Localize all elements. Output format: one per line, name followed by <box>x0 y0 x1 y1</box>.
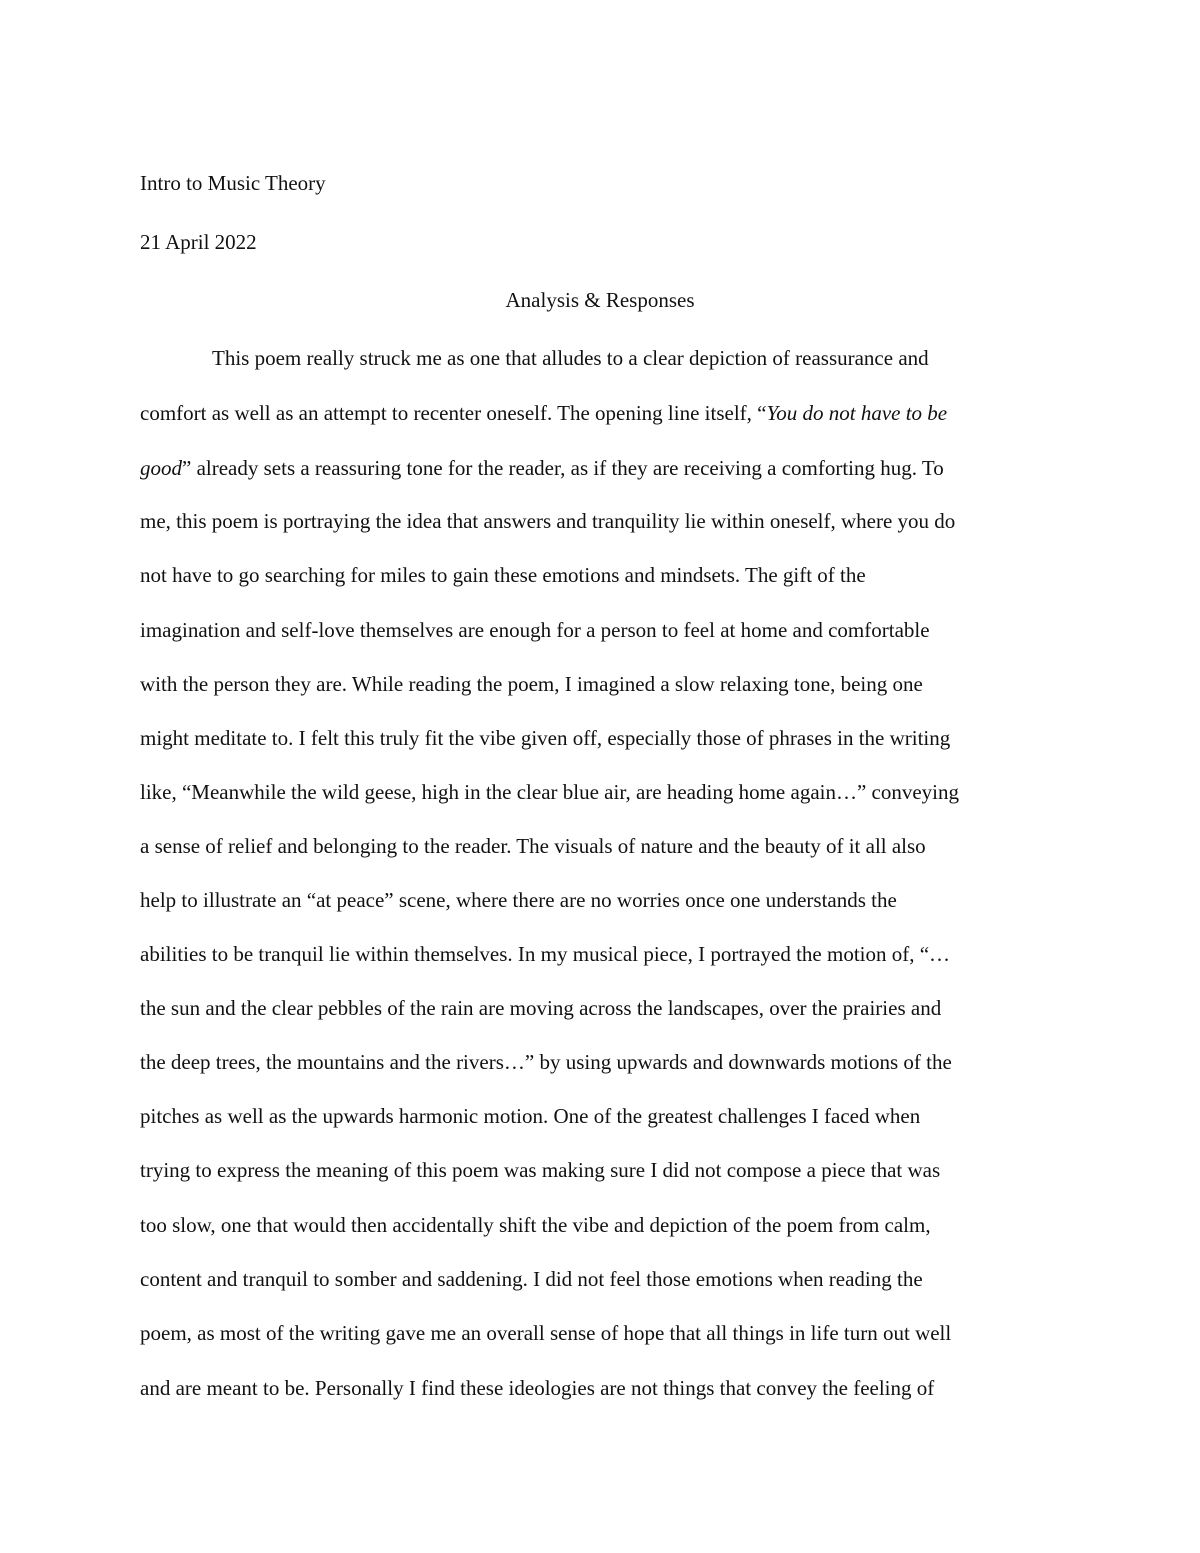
document-date: 21 April 2022 <box>140 230 257 254</box>
poem-quote: good <box>140 456 182 480</box>
body-line: not have to go searching for miles to gain these emotions and mindsets. The gift of the <box>140 563 866 587</box>
body-line: content and tranquil to somber and saddening. I did not feel those emotions when reading the <box>140 1267 923 1291</box>
body-line: too slow, one that would then accidentally shift the vibe and depiction of the poem from calm, <box>140 1213 931 1237</box>
body-line: pitches as well as the upwards harmonic motion. One of the greatest challenges I faced when <box>140 1104 921 1128</box>
body-line: poem, as most of the writing gave me an overall sense of hope that all things in life turn out well <box>140 1321 952 1345</box>
body-line: with the person they are. While reading the poem, I imagined a slow relaxing tone, being one <box>140 672 923 696</box>
course-name: Intro to Music Theory <box>140 171 326 195</box>
body-line: a sense of relief and belonging to the reader. The visuals of nature and the beauty of it all also <box>140 834 926 858</box>
body-line <box>140 400 947 426</box>
body-line <box>140 455 944 481</box>
body-line: abilities to be tranquil lie within themselves. In my musical piece, I portrayed the motion of, “… <box>140 942 951 966</box>
body-line: the sun and the clear pebbles of the rain are moving across the landscapes, over the prairies and <box>140 996 942 1020</box>
body-line: like, “Meanwhile the wild geese, high in the clear blue air, are heading home again…” conveying <box>140 780 960 804</box>
body-text: comfort as well as an attempt to recenter oneself. The opening line itself, “ <box>140 401 767 425</box>
body-line: might meditate to. I felt this truly fit the vibe given off, especially those of phrases in the writing <box>140 726 951 750</box>
body-line: help to illustrate an “at peace” scene, where there are no worries once one understands the <box>140 888 897 912</box>
body-text: ” already sets a reassuring tone for the reader, as if they are receiving a comforting hug. To <box>182 456 944 480</box>
body-line: imagination and self-love themselves are enough for a person to feel at home and comfortable <box>140 618 930 642</box>
body-line: me, this poem is portraying the idea that answers and tranquility lie within oneself, where you do <box>140 509 956 533</box>
document-title: Analysis & Responses <box>505 288 695 312</box>
body-line: the deep trees, the mountains and the rivers…” by using upwards and downwards motions of the <box>140 1050 952 1074</box>
body-line: This poem really struck me as one that alludes to a clear depiction of reassurance and <box>212 346 929 370</box>
body-line: trying to express the meaning of this poem was making sure I did not compose a piece that was <box>140 1158 941 1182</box>
poem-quote: You do not have to be <box>766 401 948 425</box>
body-line: and are meant to be. Personally I find these ideologies are not things that convey the feeling of <box>140 1376 935 1400</box>
